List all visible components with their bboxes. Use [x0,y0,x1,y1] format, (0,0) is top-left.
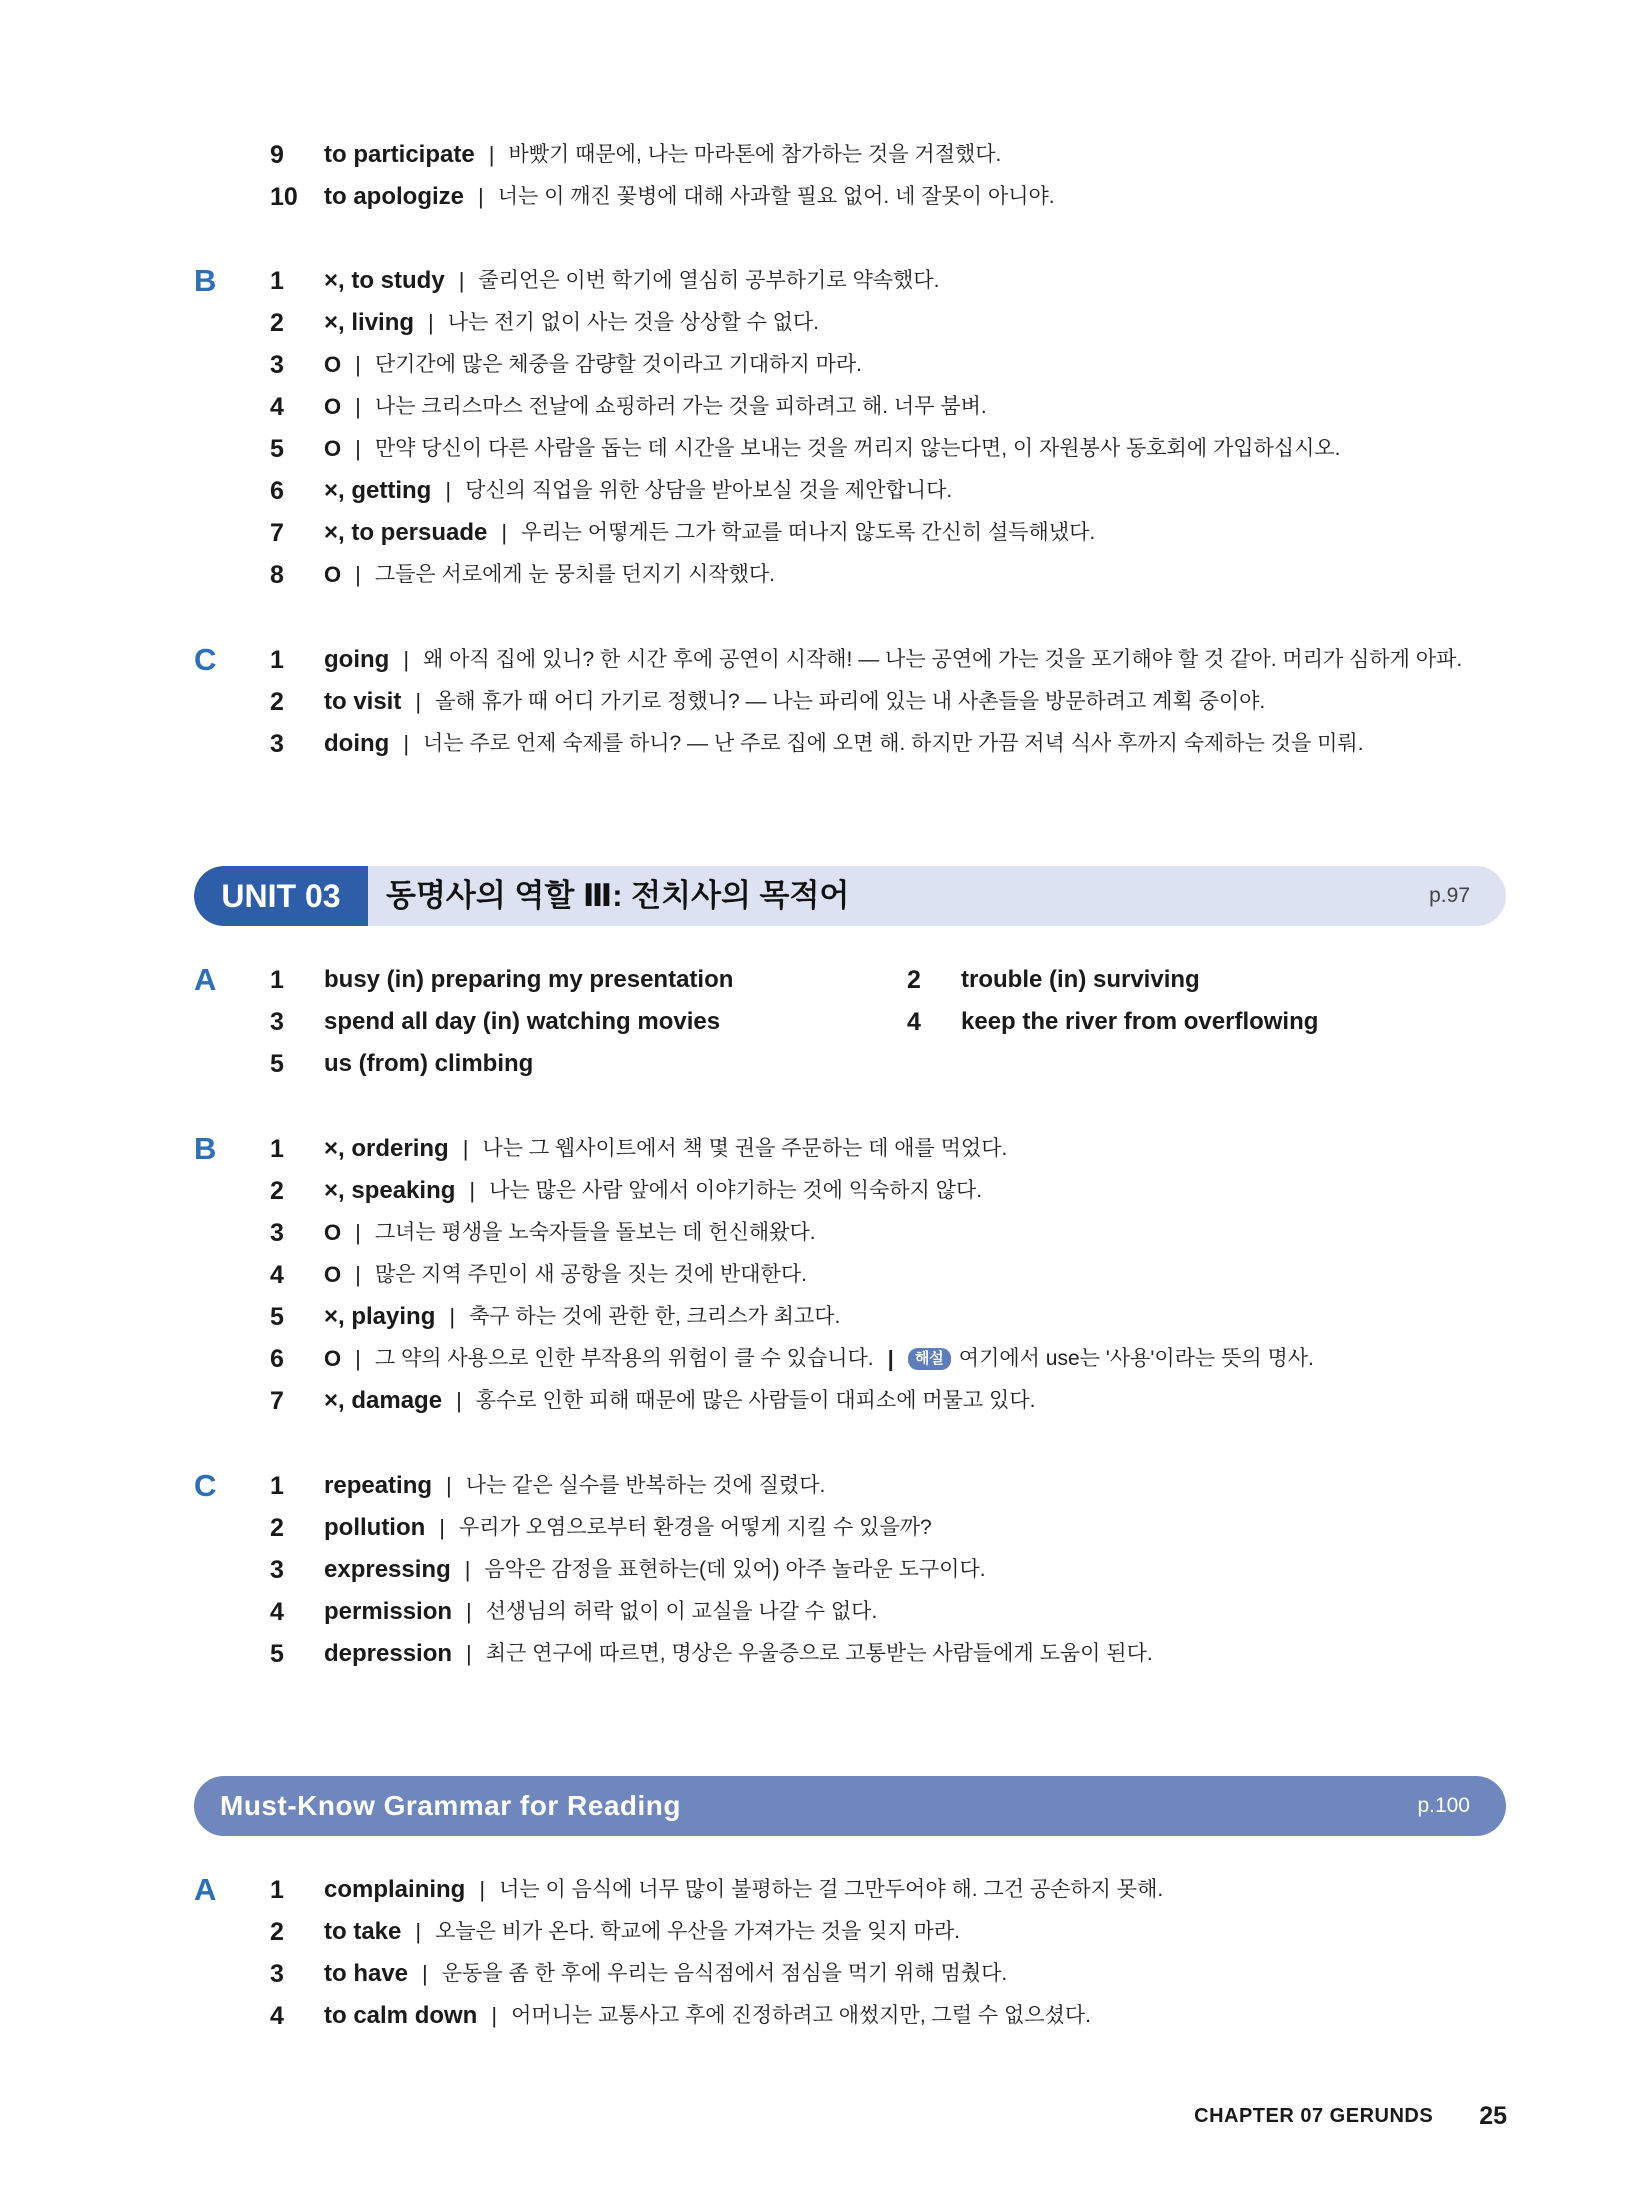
item-number: 4 [270,1261,284,1289]
answer-text: spend all day (in) watching movies [324,1008,721,1035]
separator: | [466,1641,472,1666]
explanation-badge: 해설 [908,1348,951,1370]
answer-text: going [324,646,390,673]
separator: | [462,1136,469,1161]
item-number: 1 [270,267,284,295]
section-letter: A [194,962,217,997]
translation-text: 많은 지역 주민이 새 공항을 짓는 것에 반대한다. [374,1263,807,1286]
answer-row [324,1129,1007,1169]
translation-text: 너는 이 음식에 너무 많이 불평하는 걸 그만두어야 해. 그건 공손하지 못해. [499,1878,1164,1901]
item-number: 2 [270,688,284,716]
answer-row [324,1171,982,1211]
separator: | [445,478,452,503]
answer-text: O [324,1346,342,1371]
translation-text: 당신의 직업을 위한 상담을 받아보실 것을 제안합니다. [465,479,953,502]
answer-row [324,555,775,595]
item-number: 7 [270,1387,284,1415]
explanation-text: 여기에서 use는 '사용'이라는 뜻의 명사. [958,1347,1314,1370]
translation-text: 너는 이 깨진 꽃병에 대해 사과할 필요 없어. 네 잘못이 아니야. [497,185,1055,208]
item-number: 1 [270,1472,284,1500]
answer-row [324,1508,932,1548]
answer-row [324,1954,1007,1994]
must-know-banner [194,1776,1506,1836]
translation-text: 운동을 좀 한 후에 우리는 음식점에서 점심을 먹기 위해 멈췄다. [441,1962,1008,1985]
separator: | [355,1346,361,1371]
item-number: 3 [270,730,284,758]
translation-text: 음악은 감정을 표현하는(데 있어) 아주 놀라운 도구이다. [484,1558,986,1581]
translation-text: 어머니는 교통사고 후에 진정하려고 애썼지만, 그럴 수 없으셨다. [511,2004,1092,2027]
item-number: 1 [270,966,284,994]
translation-text: 왜 아직 집에 있니? 한 시간 후에 공연이 시작해! — 나는 공연에 가는 것을 포기해야 할 것 같아. 머리가 심하게 아파. [423,648,1463,671]
separator: | [422,1961,428,1986]
translation-text: 단기간에 많은 체중을 감량할 것이라고 기대하지 마라. [374,353,862,376]
translation-text: 줄리언은 이번 학기에 열심히 공부하기로 약속했다. [478,269,940,292]
item-number: 5 [270,435,284,463]
separator: | [355,1220,361,1245]
section-letter: C [194,1468,217,1503]
answer-row [324,1466,825,1506]
answer-text: O [324,1262,342,1287]
answer-text: depression [324,1640,453,1667]
item-number: 3 [270,1960,284,1988]
item-number: 2 [270,1177,284,1205]
answer-row [324,1044,533,1084]
answer-row [324,1870,1163,1910]
item-number: 3 [270,351,284,379]
unit-title: 동명사의 역할 Ⅲ: 전치사의 목적어 [386,878,850,913]
section-letter: A [194,1872,217,1907]
separator: | [415,1919,422,1944]
item-number: 4 [907,1008,921,1036]
answer-text: to have [324,1960,409,1987]
answer-text: ×, damage [324,1387,443,1414]
item-number: 3 [270,1008,284,1036]
translation-text: 선생님의 허락 없이 이 교실을 나갈 수 없다. [485,1600,878,1623]
answer-row [324,177,1055,217]
answer-text: to visit [324,688,402,715]
separator: | [449,1304,456,1329]
separator: | [428,310,434,335]
item-number: 6 [270,477,284,505]
answer-row [961,1002,1318,1042]
answer-row [961,960,1200,1000]
chapter-label: CHAPTER 07 GERUNDS [1194,2104,1434,2127]
answer-text: ×, speaking [324,1177,456,1204]
item-number: 7 [270,519,284,547]
translation-text: 축구 하는 것에 관한 한, 크리스가 최고다. [469,1305,841,1328]
answer-text: permission [324,1598,453,1625]
must-know-page-reference: p.100 [1417,1794,1470,1817]
answer-row [324,387,987,427]
answer-text: trouble (in) surviving [961,966,1200,993]
item-number: 4 [270,393,284,421]
answer-row [324,1592,877,1632]
answer-text: keep the river from overflowing [961,1008,1319,1035]
separator: | [458,268,465,293]
page-footer [1194,2096,1507,2136]
answer-text: O [324,436,342,461]
item-number: 4 [270,1598,284,1626]
separator: | [501,520,508,545]
translation-text: 나는 그 웹사이트에서 책 몇 권을 주문하는 데 애를 먹었다. [482,1137,1008,1160]
translation-text: 우리는 어떻게든 그가 학교를 떠나지 않도록 간신히 설득해냈다. [521,521,1096,544]
answer-text: doing [324,730,390,757]
answer-text: O [324,562,342,587]
translation-text: 올해 휴가 때 어디 가기로 정했니? — 나는 파리에 있는 내 사촌들을 방문하려고 계획 중이야. [435,690,1266,713]
item-number: 1 [270,1135,284,1163]
page-number: 25 [1479,2101,1507,2130]
separator: | [355,352,361,377]
answer-text: busy (in) preparing my presentation [324,966,734,993]
answer-text: ×, getting [324,477,432,504]
answer-row [324,1002,720,1042]
answer-row [324,960,733,1000]
separator: | [415,689,422,714]
answer-text: O [324,1220,342,1245]
separator: | [469,1178,476,1203]
answer-text: O [324,394,342,419]
separator: | [355,1262,361,1287]
translation-text: 그 약의 사용으로 인한 부작용의 위험이 클 수 있습니다. [374,1347,874,1370]
answer-text: repeating [324,1472,433,1499]
answer-text: ×, to persuade [324,519,488,546]
answer-text: expressing [324,1556,451,1583]
item-number: 8 [270,561,284,589]
item-number: 10 [270,183,298,211]
separator: | [355,394,361,419]
answer-text: ×, playing [324,1303,436,1330]
answer-row [324,682,1265,722]
answer-row [324,1339,1314,1379]
separator: | [479,1877,486,1902]
answer-row [324,1297,840,1337]
separator: | [355,562,361,587]
translation-text: 나는 같은 실수를 반복하는 것에 질렸다. [465,1474,826,1497]
answer-row [324,513,1095,553]
translation-text: 나는 크리스마스 전날에 쇼핑하러 가는 것을 피하려고 해. 너무 붐벼. [374,395,987,418]
answer-text: us (from) climbing [324,1050,534,1077]
answer-row [324,1912,960,1952]
item-number: 5 [270,1050,284,1078]
item-number: 2 [907,966,921,994]
separator: | [446,1473,452,1498]
answer-text: to apologize [324,183,464,210]
answer-row [324,640,1462,680]
item-number: 3 [270,1219,284,1247]
item-number: 3 [270,1556,284,1584]
item-number: 2 [270,1514,284,1542]
translation-text: 그녀는 평생을 노숙자들을 돌보는 데 헌신해왔다. [374,1221,816,1244]
translation-text: 너는 주로 언제 숙제를 하니? — 난 주로 집에 오면 해. 하지만 가끔 저녁 식사 후까지 숙제하는 것을 미뤄. [423,732,1364,755]
separator: | [439,1515,446,1540]
translation-text: 그들은 서로에게 눈 뭉치를 던지기 시작했다. [374,563,775,586]
answer-row [324,135,1001,175]
answer-text: to take [324,1918,402,1945]
unit-label: UNIT 03 [194,866,368,926]
answer-row [324,261,939,301]
answer-row [324,303,819,343]
answer-row [324,1996,1091,2036]
translation-text: 홍수로 인한 피해 때문에 많은 사람들이 대피소에 머물고 있다. [475,1389,1036,1412]
section-letter: C [194,642,217,677]
answer-text: ×, to study [324,267,445,294]
answer-row [324,345,862,385]
separator: | [464,1557,471,1582]
separator: | [491,2003,498,2028]
answer-row [324,429,1341,469]
unit-banner [194,866,1506,926]
translation-text: 바빴기 때문에, 나는 마라톤에 참가하는 것을 거절했다. [508,143,1002,166]
answer-text: complaining [324,1876,466,1903]
section-letter: B [194,1131,217,1166]
translation-text: 만약 당신이 다른 사람을 돕는 데 시간을 보내는 것을 꺼리지 않는다면, 이 자원봉사 동호회에 가입하십시오. [374,437,1341,460]
answer-text: to calm down [324,2002,478,2029]
answer-text: ×, ordering [324,1135,449,1162]
item-number: 1 [270,646,284,674]
item-number: 5 [270,1303,284,1331]
answer-row [324,1213,816,1253]
answer-row [324,724,1364,764]
item-number: 5 [270,1640,284,1668]
separator: | [478,184,484,209]
translation-text: 오늘은 비가 온다. 학교에 우산을 가져가는 것을 잊지 마라. [435,1920,960,1943]
item-number: 6 [270,1345,284,1373]
item-number: 1 [270,1876,284,1904]
answer-text: pollution [324,1514,426,1541]
separator: | [355,436,361,461]
answer-row [324,1634,1153,1674]
section-letter: B [194,263,217,298]
translation-text: 우리가 오염으로부터 환경을 어떻게 지킬 수 있을까? [459,1516,932,1539]
separator: | [403,731,410,756]
separator: | [466,1599,472,1624]
translation-text: 나는 많은 사람 앞에서 이야기하는 것에 익숙하지 않다. [489,1179,983,1202]
answer-text: to participate [324,141,475,168]
translation-text: 나는 전기 없이 사는 것을 상상할 수 없다. [447,311,820,334]
answer-row [324,1550,986,1590]
answer-row [324,471,952,511]
must-know-title: Must-Know Grammar for Reading [220,1790,681,1821]
answer-text: ×, living [324,309,415,336]
translation-text: 최근 연구에 따르면, 명상은 우울증으로 고통받는 사람들에게 도움이 된다. [485,1642,1153,1665]
separator: | [488,142,495,167]
separator: | [456,1388,462,1413]
item-number: 4 [270,2002,284,2030]
item-number: 9 [270,141,284,169]
separator: | [887,1346,894,1371]
unit-page-reference: p.97 [1429,884,1470,907]
item-number: 2 [270,309,284,337]
answer-row [324,1381,1035,1421]
separator: | [403,647,410,672]
item-number: 2 [270,1918,284,1946]
answer-row [324,1255,807,1295]
answer-text: O [324,352,342,377]
